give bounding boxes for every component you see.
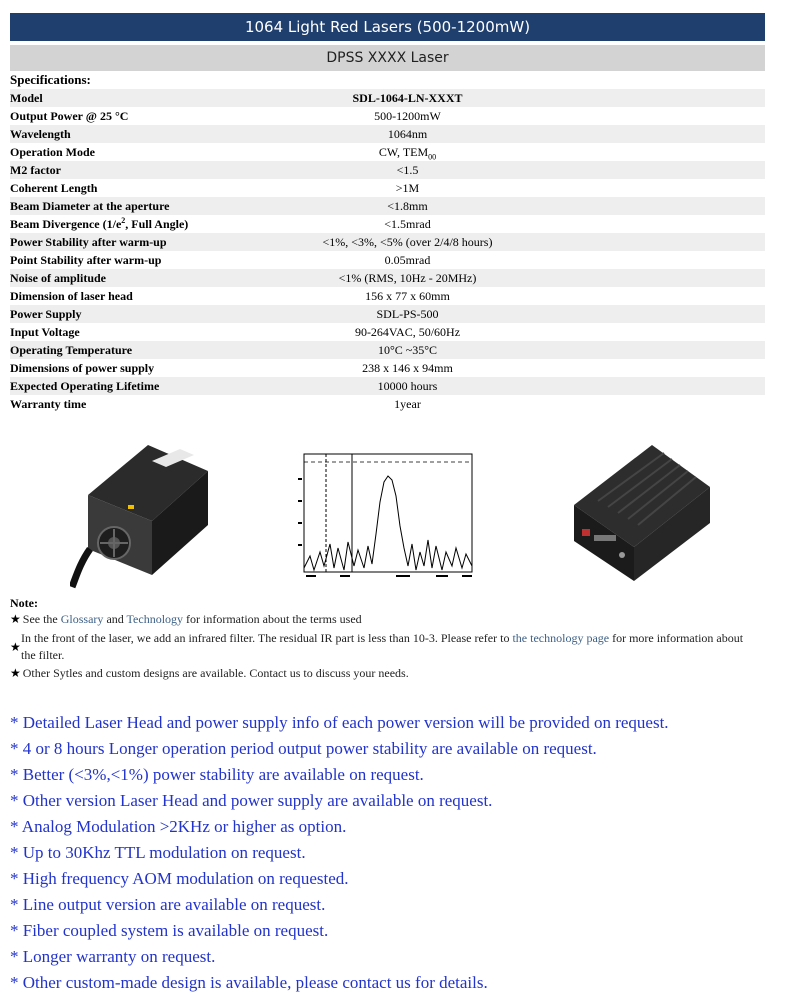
note-line-infrared-filter [21, 630, 761, 664]
spec-label-superscript: 2 [121, 216, 126, 225]
spec-value: 500-1200mW [374, 109, 441, 123]
spec-label: Power Supply [10, 305, 280, 323]
spec-value: 1064nm [280, 125, 765, 143]
spec-label: Dimensions of power supply [10, 361, 155, 375]
spec-label: Expected Operating Lifetime [10, 377, 280, 395]
technology-link[interactable]: Technology [126, 612, 184, 626]
spec-value: <1.5 [280, 161, 765, 179]
note-text: See the [22, 612, 61, 626]
note-text: and [103, 612, 127, 626]
spec-value: >1M [395, 181, 420, 195]
spec-value-subscript: 00 [428, 152, 437, 162]
spec-label: Output Power @ 25 °C [10, 109, 129, 123]
star-icon: ★ [10, 640, 21, 654]
spec-value-text: CW, TEM [378, 145, 429, 159]
list-item: * Line output version are available on request. [10, 895, 326, 914]
list-item: * High frequency AOM modulation on requested. [10, 869, 349, 888]
spec-label: Wavelength [10, 125, 280, 143]
spec-value: SDL-1064-LN-XXXT [280, 89, 765, 107]
spec-value: 238 x 146 x 94mm [362, 361, 453, 375]
spec-label: Beam Diameter at the aperture [10, 197, 280, 215]
note-text: Other Sytles and custom designs are available. Contact us to discuss your needs. [22, 666, 409, 680]
table-row [10, 323, 765, 341]
spec-label [10, 215, 280, 233]
note-text: for information about the terms used [183, 612, 362, 626]
specifications-table [10, 89, 765, 413]
note-text: for more information about [609, 631, 744, 645]
list-item: * Up to 30Khz TTL modulation on request. [10, 843, 306, 862]
spec-value: <1% (RMS, 10Hz - 20MHz) [280, 269, 765, 287]
glossary-link[interactable]: Glossary [60, 612, 104, 626]
table-row [10, 161, 765, 179]
spec-value: 10000 hours [280, 377, 765, 395]
spec-value: 90-264VAC, 50/60Hz [354, 325, 461, 339]
list-item: * Fiber coupled system is available on request. [10, 921, 329, 940]
table-row [10, 89, 765, 107]
list-item: * Other version Laser Head and power supply are available on request. [10, 791, 493, 810]
spec-label: Noise of amplitude [10, 269, 280, 287]
spec-label: Point Stability after warm-up [10, 253, 162, 267]
spec-value: 0.05mrad [384, 253, 431, 267]
note-text: the filter. [21, 648, 65, 662]
table-row [10, 179, 765, 197]
star-icon: ★ [10, 612, 21, 626]
specifications-heading: Specifications: [10, 72, 91, 87]
spec-label: Model [10, 89, 280, 107]
spec-value: 1year [394, 397, 421, 411]
spectrum-plot-image [296, 448, 480, 582]
table-row [10, 305, 765, 323]
note-line-glossary [10, 611, 362, 628]
table-row [10, 341, 765, 359]
spec-value: 10°C ~35°C [280, 341, 765, 359]
table-row [10, 215, 765, 233]
spec-label: Coherent Length [10, 181, 98, 195]
spec-label: Power Stability after warm-up [10, 233, 280, 251]
list-item: * Other custom-made design is available, please contact us for details. [10, 973, 488, 992]
spec-value: <1.5mrad [384, 217, 431, 231]
table-row [10, 359, 765, 377]
table-row [10, 107, 765, 125]
list-item: * 4 or 8 hours Longer operation period output power stability are available on request. [10, 739, 597, 758]
note-heading: Note: [10, 596, 38, 610]
spec-value: 156 x 77 x 60mm [365, 289, 450, 303]
table-row [10, 233, 765, 251]
spec-value: <1.8mm [280, 197, 765, 215]
request-options-list [10, 710, 770, 996]
table-row [10, 287, 765, 305]
table-row [10, 377, 765, 395]
spec-value: SDL-PS-500 [280, 305, 765, 323]
spec-label: Operating Temperature [10, 341, 280, 359]
spec-label: M2 factor [10, 161, 280, 179]
page-title: 1064 Light Red Lasers (500-1200mW) [10, 13, 765, 41]
list-item: * Longer warranty on request. [10, 947, 216, 966]
laser-head-photo [70, 437, 212, 589]
list-item: * Detailed Laser Head and power supply info of each power version will be provided on request. [10, 713, 669, 732]
table-row [10, 143, 765, 161]
spec-label: Input Voltage [10, 325, 80, 339]
page-subtitle: DPSS XXXX Laser [10, 45, 765, 71]
table-row [10, 251, 765, 269]
technology-page-link[interactable]: the technology page [512, 631, 610, 645]
list-item: * Better (<3%,<1%) power stability are available on request. [10, 765, 424, 784]
note-line-custom-designs [10, 665, 409, 682]
spec-value: <1%, <3%, <5% (over 2/4/8 hours) [280, 233, 765, 251]
power-supply-photo [568, 443, 714, 583]
note-text: In the front of the laser, we add an infrared filter. The residual IR part is less than 10-3. Please refer to [21, 631, 513, 645]
spec-label: Operation Mode [10, 145, 95, 159]
list-item: * Analog Modulation >2KHz or higher as option. [10, 817, 347, 836]
table-row [10, 395, 765, 413]
table-row [10, 125, 765, 143]
spec-label-tail: , Full Angle) [125, 217, 189, 231]
table-row [10, 269, 765, 287]
spec-label-text: Beam Divergence (1/e [10, 217, 122, 231]
spec-label: Dimension of laser head [10, 289, 133, 303]
spec-value [280, 143, 765, 161]
table-row [10, 197, 765, 215]
spec-label: Warranty time [10, 397, 87, 411]
star-icon: ★ [10, 666, 21, 680]
